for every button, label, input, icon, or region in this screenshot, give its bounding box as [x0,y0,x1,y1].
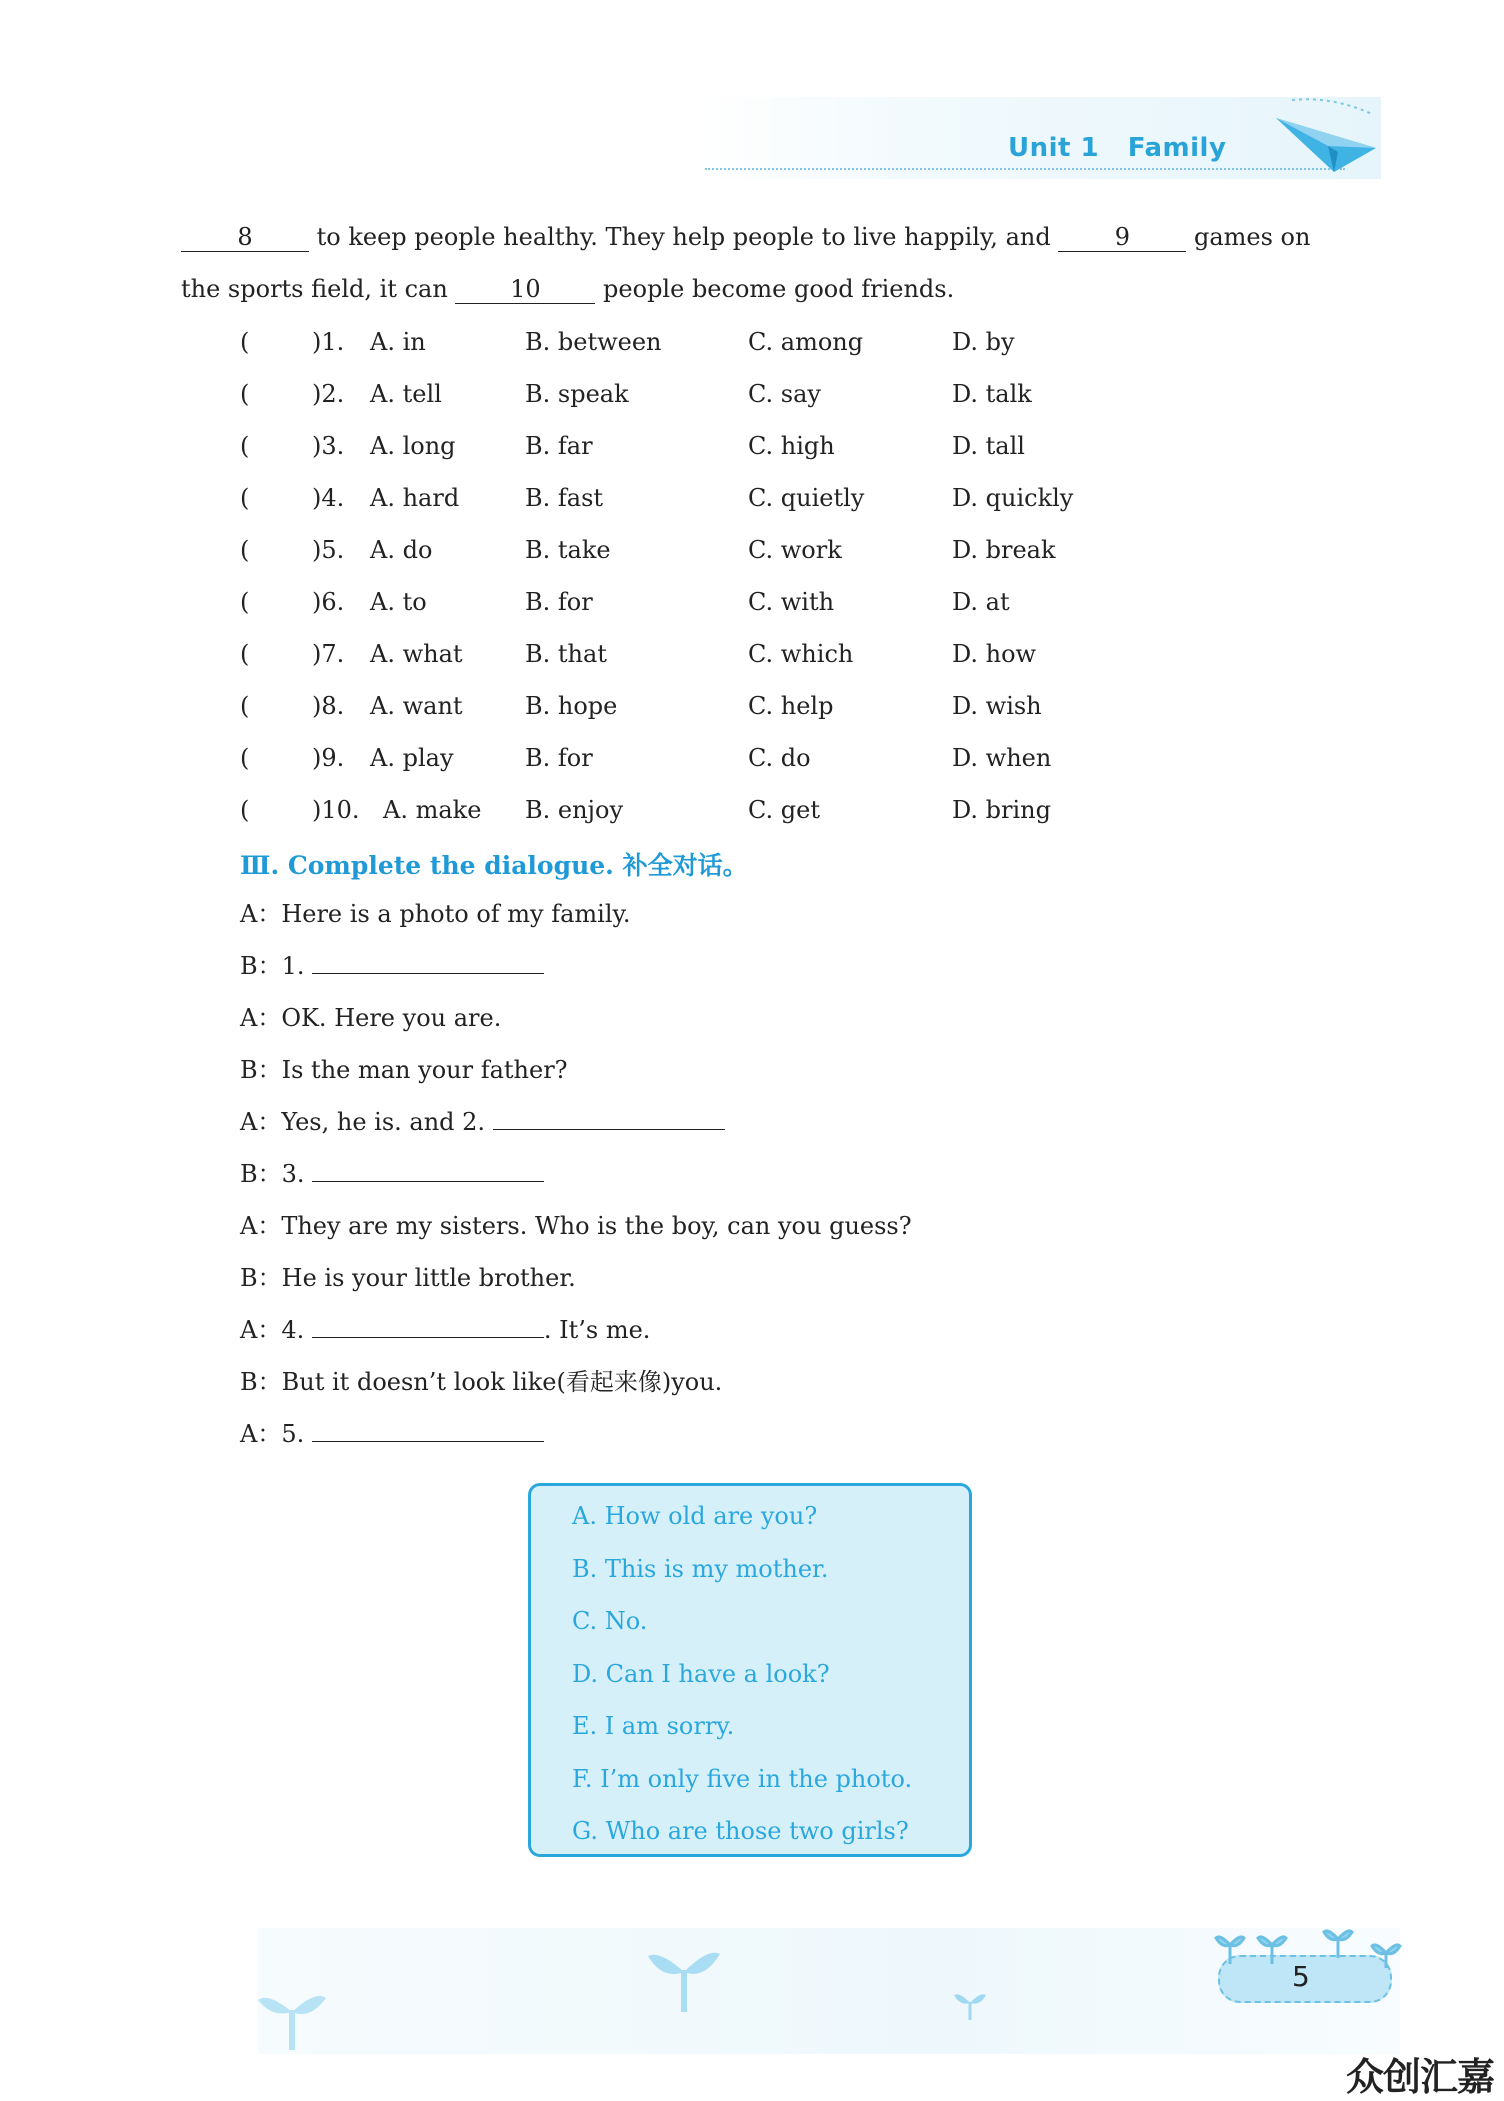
option-d: D. wish [952,692,1042,720]
blank-9: 9 [1058,223,1186,252]
dialogue-line: A：Here is a photo of my family. [240,900,631,928]
answer-paren[interactable]: ( [240,380,250,408]
question-number: )2. [312,380,345,408]
dialogue-speaker-text: B：3. [240,1160,305,1188]
option-d: D. by [952,328,1015,356]
sprout-icon [954,1990,986,2020]
answer-paren[interactable]: ( [240,536,250,564]
answer-blank-5[interactable] [312,1419,544,1442]
dialogue-line [240,1418,544,1450]
option-b: B. that [525,640,607,668]
question-number: )6. [312,588,345,616]
option-c: C. help [748,692,834,720]
option-item: A. How old are you? [572,1502,818,1530]
option-b: B. for [525,744,593,772]
option-b: B. between [525,328,662,356]
option-c: C. high [748,432,835,460]
paper-plane-icon [1272,96,1382,178]
watermark-text: 众创汇嘉 [1346,2055,1495,2099]
option-c: C. say [748,380,821,408]
option-d: D. break [952,536,1056,564]
question-number: )5. [312,536,345,564]
answer-paren[interactable]: ( [240,588,250,616]
dialogue-line [240,950,544,982]
dialogue-line: A：They are my sisters. Who is the boy, can you guess? [240,1212,912,1240]
option-c: C. quietly [748,484,865,512]
option-item: C. No. [572,1607,648,1635]
dialogue-line: B：Is the man your father? [240,1056,568,1084]
option-a: A. long [370,432,456,460]
option-c: C. do [748,744,811,772]
option-d: D. at [952,588,1010,616]
dialogue-speaker-text: A：Yes, he is. and 2. [240,1108,486,1136]
answer-paren[interactable]: ( [240,744,250,772]
passage-text: games on [1186,223,1311,251]
blank-10: 10 [455,275,595,304]
dialogue-speaker-text: A：5. [240,1420,305,1448]
question-number: )1. [312,328,345,356]
option-a: A. hard [370,484,460,512]
option-b: B. enjoy [525,796,624,824]
question-number: )7. [312,640,345,668]
dialogue-line: B：He is your little brother. [240,1264,576,1292]
option-c: C. work [748,536,842,564]
option-d: D. talk [952,380,1032,408]
option-d: D. when [952,744,1052,772]
sprout-icon [648,1946,720,2014]
question-number: )8. [312,692,345,720]
option-item: B. This is my mother. [572,1555,829,1583]
option-c: C. among [748,328,864,356]
option-a: A. want [370,692,463,720]
option-c: C. get [748,796,820,824]
passage-text: to keep people healthy. They help people to live happily, and [309,223,1059,251]
option-a: A. what [370,640,463,668]
option-item: E. I am sorry. [572,1712,735,1740]
question-number: )3. [312,432,345,460]
answer-paren[interactable]: ( [240,640,250,668]
option-b: B. take [525,536,611,564]
dialogue-speaker-text: B：1. [240,952,305,980]
answer-paren[interactable]: ( [240,484,250,512]
option-b: B. far [525,432,593,460]
sprout-icon [258,1988,328,2052]
passage-line-1 [181,221,1310,253]
blank-8: 8 [181,223,309,252]
option-d: D. quickly [952,484,1074,512]
option-a: A. to [370,588,427,616]
option-a: A. play [370,744,454,772]
passage-text: the sports field, it can [181,275,456,303]
answer-paren[interactable]: ( [240,328,250,356]
question-number: )4. [312,484,345,512]
option-a: A. in [370,328,426,356]
option-a: A. do [370,536,433,564]
answer-blank-1[interactable] [312,951,544,974]
option-item: F. I’m only five in the photo. [572,1765,913,1793]
option-b: B. speak [525,380,629,408]
unit-title: Unit 1 Family [1008,133,1227,163]
option-d: D. bring [952,796,1051,824]
option-c: C. with [748,588,835,616]
dialogue-line [240,1314,650,1346]
option-d: D. how [952,640,1037,668]
header-dotted-line [705,168,1345,170]
passage-text: people become good friends. [595,275,955,303]
option-b: B. for [525,588,593,616]
section-title: Ⅲ. Complete the dialogue. 补全对话。 [240,851,748,880]
dialogue-speaker-text: . It’s me. [543,1316,651,1344]
question-number: )9. [312,744,345,772]
answer-paren[interactable]: ( [240,692,250,720]
dialogue-line [240,1158,544,1190]
dialogue-line [240,1106,725,1138]
question-number: )10. [312,796,360,824]
passage-line-2 [181,273,954,305]
option-b: B. fast [525,484,604,512]
dialogue-speaker-text: A：4. [240,1316,305,1344]
answer-blank-4[interactable] [312,1315,544,1338]
option-item: D. Can I have a look? [572,1660,830,1688]
answer-blank-2[interactable] [493,1107,725,1130]
option-a: A. make [383,796,482,824]
option-c: C. which [748,640,854,668]
dialogue-line: A：OK. Here you are. [240,1004,502,1032]
option-item: G. Who are those two girls? [572,1817,909,1845]
option-a: A. tell [370,380,442,408]
option-d: D. tall [952,432,1025,460]
answer-paren[interactable]: ( [240,432,250,460]
option-b: B. hope [525,692,618,720]
answer-blank-3[interactable] [312,1159,544,1182]
answer-paren[interactable]: ( [240,796,250,824]
dialogue-line: B：But it doesn’t look like(看起来像)you. [240,1368,723,1396]
page-number: 5 [1292,1960,1310,1993]
